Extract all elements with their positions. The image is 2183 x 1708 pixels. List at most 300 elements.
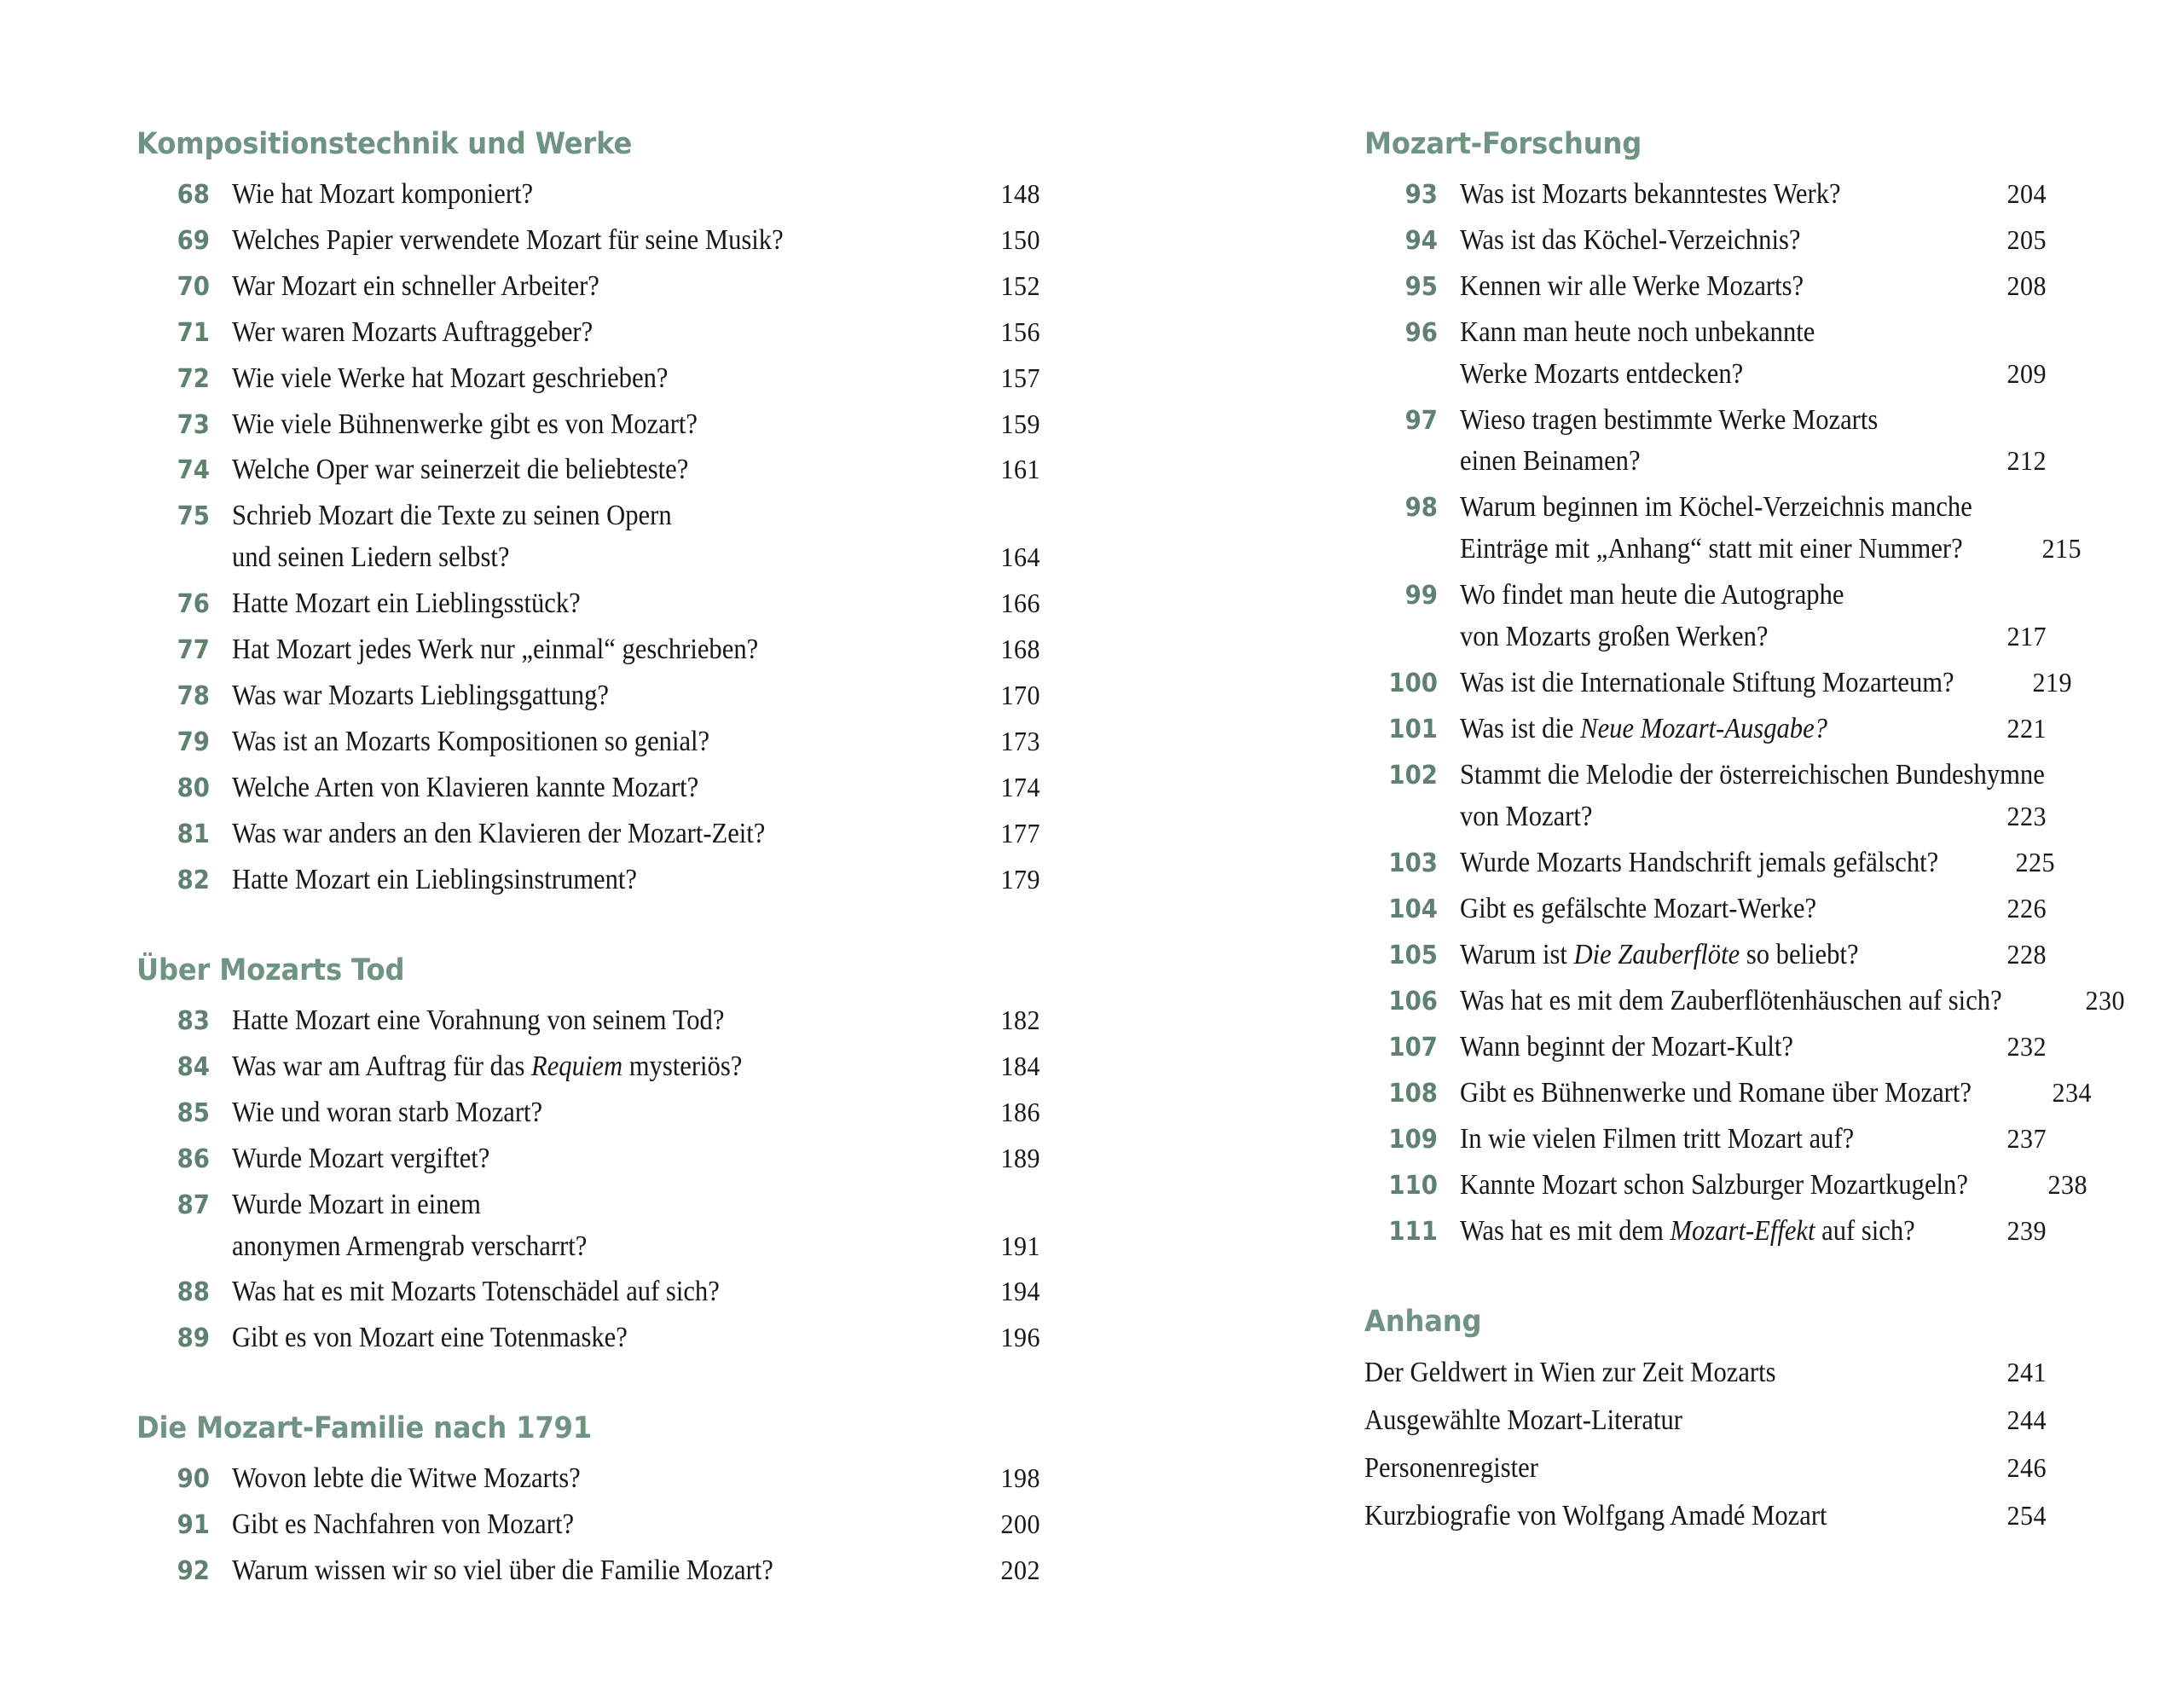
toc-entry-list [1364,174,2126,1253]
toc-entry-line [1364,1448,2047,1490]
toc-entry-page-number: 198 [1000,1462,1040,1494]
toc-entry-number: 90 [177,1464,210,1495]
toc-entry-page-number: 246 [2006,1452,2047,1484]
toc-entry-line [232,1458,1040,1500]
toc-entry[interactable] [136,721,1040,763]
toc-entry-body [210,174,1040,216]
toc-entry-number: 83 [177,1005,210,1036]
toc-entry-title: Wie und woran starb Mozart? [232,1096,543,1128]
toc-entry-line [232,358,1040,400]
toc-entry-line [232,1138,1040,1180]
toc-entry-number: 76 [177,589,210,620]
toc-entry-line [1460,266,2047,308]
toc-entry-body [210,1317,1040,1359]
toc-entry[interactable] [136,404,1040,446]
toc-section [136,1410,1040,1592]
toc-entry-page-number: 254 [2006,1500,2047,1531]
toc-entry-number: 80 [177,773,210,804]
toc-entry-line [1364,1400,2047,1442]
toc-entry-page-number: 226 [2006,893,2047,923]
toc-entry-page-number: 200 [1000,1508,1040,1540]
toc-entry[interactable] [1364,663,2073,704]
toc-entry-number: 96 [1404,317,1438,348]
toc-entry-number: 72 [177,363,210,394]
toc-section [1364,1304,2047,1538]
toc-entry-page-number: 230 [2085,984,2126,1016]
toc-entry-body [210,629,1040,671]
toc-entry-line [232,1550,1040,1592]
toc-entry-number: 85 [177,1097,210,1128]
toc-entry-page-number: 159 [1000,408,1040,439]
toc-entry-number: 84 [177,1051,210,1082]
toc-entry[interactable] [136,1550,1040,1592]
toc-entry-line [232,495,1040,537]
toc-entry-number: 73 [177,409,210,440]
toc-entry-line [1460,441,2047,483]
toc-entry-number: 81 [177,819,210,850]
toc-entry[interactable] [1364,1027,2047,1068]
toc-entry-title: Was ist das Köchel-Verzeichnis? [1460,223,1801,256]
toc-entry[interactable] [1364,1496,2047,1537]
toc-entry-title: Ausgewählte Mozart-Literatur [1364,1404,1683,1437]
toc-entry-number: 102 [1388,761,1438,791]
toc-entry[interactable] [1364,889,2047,930]
toc-entry-line [1460,663,2073,704]
toc-entry[interactable] [136,629,1040,671]
toc-entry-title: Was war anders an den Klavieren der Mozart-Zeit? [232,818,766,850]
toc-entry-body [210,312,1040,354]
toc-entry-page-number: 150 [1000,223,1040,255]
toc-entry[interactable] [136,220,1040,262]
toc-entry[interactable] [136,358,1040,400]
toc-section-heading: Mozart-Forschung [1364,127,1642,161]
toc-entry-line [232,675,1040,717]
toc-entry-number: 93 [1404,179,1438,210]
toc-entry-page-number: 166 [1000,588,1040,619]
toc-entry-title: Was ist Mozarts bekanntestes Werk? [1460,177,1841,210]
toc-entry-number: 75 [177,501,210,532]
toc-entry-line [1460,796,2047,838]
toc-entry-title: Hatte Mozart ein Lieblingsstück? [232,588,581,620]
toc-entry-line [232,537,1040,579]
toc-entry[interactable] [136,583,1040,625]
toc-entry-page-number: 170 [1000,680,1040,711]
toc-entry-line [1460,935,2047,976]
toc-entry-title: Kennen wir alle Werke Mozarts? [1460,269,1804,302]
toc-entry-body [210,266,1040,308]
toc-entry-line [232,583,1040,625]
toc-entry-title: Was ist an Mozarts Kompositionen so genial? [232,726,710,758]
toc-entry-body [210,1458,1040,1500]
toc-entry-line [232,721,1040,763]
toc-entry-body [1438,1119,2047,1161]
toc-entry-number: 111 [1388,1216,1438,1247]
toc-entry-page-number: 152 [1000,269,1040,301]
toc-entry-title: Warum ist Die Zauberflöte so beliebt? [1460,938,1859,970]
toc-entry[interactable] [136,767,1040,809]
toc-entry[interactable] [136,1092,1040,1134]
toc-entry-title: Kannte Mozart schon Salzburger Mozartkugeln? [1460,1168,1968,1201]
toc-entry-body [1438,935,2047,976]
toc-entry-body [210,220,1040,262]
toc-entry-page-number: 184 [1000,1050,1040,1081]
toc-entry[interactable] [136,312,1040,354]
toc-entry[interactable] [136,1317,1040,1359]
toc-entry-body [1438,842,2055,884]
toc-entry-line [232,629,1040,671]
toc-entry-line [232,449,1040,491]
toc-entry-line [232,1092,1040,1134]
toc-entry-body [210,767,1040,809]
toc-entry-line [1460,1073,2092,1115]
toc-section [136,126,1040,901]
toc-entry-number: 79 [177,727,210,758]
toc-entry-title: Wer waren Mozarts Auftraggeber? [232,316,594,348]
toc-entry-page-number: 225 [2015,847,2055,878]
toc-entry-page-number: 202 [1000,1555,1040,1586]
toc-entry-page-number: 228 [2006,938,2047,970]
toc-entry-body [210,1138,1040,1180]
toc-entry[interactable] [1364,400,2047,483]
toc-entry-body [1364,1496,2047,1537]
toc-entry-line [1460,1211,2047,1253]
toc-entry-body [1364,1352,2047,1394]
toc-entry[interactable] [1364,1211,2047,1253]
toc-entry-body [1438,1165,2088,1207]
toc-entry-number: 77 [177,635,210,666]
toc-entry-line [232,404,1040,446]
toc-entry-body [210,1046,1040,1088]
toc-entry[interactable] [1364,842,2055,884]
toc-entry-title: Wie hat Mozart komponiert? [232,177,534,210]
toc-entry-title: Was ist die Neue Mozart-Ausgabe? [1460,713,1827,745]
toc-entry-page-number: 191 [1000,1230,1040,1261]
toc-entry[interactable] [1364,312,2047,396]
toc-entry-title: Hatte Mozart eine Vorahnung von seinem Tod? [232,1004,725,1036]
toc-entry-number: 71 [177,317,210,348]
toc-entry-title: von Mozart? [1460,801,1593,833]
toc-entry-number: 88 [177,1277,210,1308]
toc-entry-title: Schrieb Mozart die Texte zu seinen Opern [232,500,672,532]
toc-entry-line [1460,575,2047,617]
toc-entry-title: Der Geldwert in Wien zur Zeit Mozarts [1364,1357,1776,1389]
toc-entry-body [1438,663,2073,704]
toc-entry-page-number: 168 [1000,634,1040,665]
toc-entry-number: 109 [1388,1124,1438,1155]
toc-entry-line [232,174,1040,216]
toc-section-heading: Kompositionstechnik und Werke [136,127,633,161]
toc-entry-number: 105 [1388,940,1438,970]
toc-entry-page-number: 244 [2006,1404,2047,1436]
toc-entry-body [210,1271,1040,1313]
toc-entry-number: 74 [177,455,210,486]
toc-entry-page-number: 208 [2006,269,2047,301]
toc-entry-line [1460,354,2047,396]
toc-entry-body [210,495,1040,579]
toc-entry-title: Gibt es Bühnenwerke und Romane über Mozart? [1460,1076,1972,1109]
toc-entry-line [232,1226,1040,1268]
toc-entry[interactable] [136,1184,1040,1268]
toc-entry-title: Warum beginnen im Köchel-Verzeichnis manche [1460,491,1972,524]
toc-entry[interactable] [1364,709,2047,750]
toc-entry-page-number: 237 [2006,1122,2047,1154]
toc-entry[interactable] [136,860,1040,901]
toc-entry-page-number: 189 [1000,1142,1040,1173]
toc-entry-line [232,1184,1040,1226]
toc-entry-page-number: 179 [1000,864,1040,895]
toc-entry-page-number: 182 [1000,1004,1040,1035]
toc-entry[interactable] [1364,575,2047,658]
toc-entry-title: Gibt es gefälschte Mozart-Werke? [1460,893,1817,924]
toc-entry-page-number: 215 [2041,533,2082,565]
toc-entry-body [1438,312,2047,396]
toc-entry-number: 98 [1404,493,1438,524]
toc-entry[interactable] [136,1046,1040,1088]
toc-entry[interactable] [136,174,1040,216]
toc-entry-body [1438,575,2047,658]
toc-entry[interactable] [136,1000,1040,1042]
toc-section-heading: Die Mozart-Familie nach 1791 [136,1411,592,1446]
toc-entry[interactable] [1364,266,2047,308]
toc-entry-title: Hat Mozart jedes Werk nur „einmal“ geschrieben? [232,634,759,666]
toc-entry[interactable] [1364,1073,2092,1115]
toc-entry[interactable] [136,266,1040,308]
toc-entry[interactable] [1364,1119,2047,1161]
toc-entry[interactable] [1364,935,2047,976]
toc-entry-body [1438,1073,2092,1115]
toc-entry-page-number: 196 [1000,1322,1040,1353]
toc-entry-body [1438,709,2047,750]
toc-entry-line [1460,842,2055,884]
toc-entry-title: Wann beginnt der Mozart-Kult? [1460,1030,1793,1062]
toc-entry-body [1438,981,2126,1022]
toc-entry-title: Stammt die Melodie der österreichischen Bundeshymne [1460,759,2045,791]
toc-entry-title: Was hat es mit Mozarts Totenschädel auf sich? [232,1276,720,1308]
toc-section-heading: Anhang [1364,1304,1482,1339]
toc-entry-body [210,813,1040,855]
toc-entry-body [210,358,1040,400]
toc-entry-body [1438,487,2082,570]
toc-entry-line [1460,709,2047,750]
toc-entry-body [210,449,1040,491]
toc-section-heading: Über Mozarts Tod [136,953,405,987]
toc-entry-body [1438,174,2047,216]
toc-entry-title: Was ist die Internationale Stiftung Mozarteum? [1460,667,1954,699]
toc-entry-number: 100 [1388,669,1438,699]
toc-entry-line [232,220,1040,262]
toc-entry-body [210,583,1040,625]
toc-entry-number: 69 [177,225,210,256]
toc-entry-page-number: 204 [2006,177,2047,209]
toc-entry-title: Was hat es mit dem Mozart-Effekt auf sich? [1460,1214,1915,1247]
toc-entry-title: anonymen Armengrab verscharrt? [232,1230,588,1262]
toc-column-left [85,126,1092,1708]
toc-entry[interactable] [1364,981,2126,1022]
toc-entry-page-number: 219 [2032,667,2073,698]
toc-section [136,952,1040,1359]
toc-entry-number: 101 [1388,715,1438,745]
toc-column-right [1092,126,2126,1708]
toc-entry-title: Wieso tragen bestimmte Werke Mozarts [1460,403,1879,436]
toc-entry-line [232,1317,1040,1359]
toc-entry-line [232,1271,1040,1313]
toc-entry-number: 68 [177,179,210,210]
toc-entry-body [1438,220,2047,262]
toc-entry-number: 78 [177,681,210,712]
toc-entry-line [1460,889,2047,930]
toc-entry-number: 104 [1388,895,1438,924]
toc-entry-title: Was war am Auftrag für das Requiem mysteriös? [232,1050,743,1082]
toc-entry-line [232,860,1040,901]
toc-entry-number: 70 [177,271,210,302]
toc-entry-body [1438,755,2047,838]
toc-entry-line [232,312,1040,354]
toc-entry-list [136,1458,1040,1592]
toc-entry-title: Wie viele Bühnenwerke gibt es von Mozart? [232,408,698,440]
toc-entry-number: 95 [1404,271,1438,302]
toc-entry-page-number: 173 [1000,726,1040,757]
toc-entry-number: 97 [1404,405,1438,436]
toc-entry-title: Einträge mit „Anhang“ statt mit einer Nummer? [1460,533,1963,565]
toc-entry-line [232,1000,1040,1042]
toc-entry[interactable] [136,449,1040,491]
toc-entry[interactable] [1364,1400,2047,1442]
toc-entry-line [1460,220,2047,262]
toc-entry-page-number: 238 [2047,1168,2088,1200]
toc-entry-number: 110 [1388,1170,1438,1201]
toc-entry-page-number: 221 [2006,713,2047,744]
toc-entry-page-number: 223 [2006,801,2047,832]
toc-entry-body [210,721,1040,763]
toc-entry[interactable] [1364,487,2082,570]
toc-entry-number: 107 [1388,1032,1438,1062]
toc-entry-page-number: 164 [1000,541,1040,573]
toc-entry-title: Wurde Mozarts Handschrift jemals gefälscht? [1460,847,1939,879]
toc-entry-line [1460,1027,2047,1068]
toc-entry-number: 99 [1404,581,1438,611]
toc-entry[interactable] [136,1504,1040,1546]
toc-entry-title: Personenregister [1364,1452,1538,1485]
toc-entry-body [1364,1448,2047,1490]
toc-entry-title: Warum wissen wir so viel über die Familie Mozart? [232,1555,773,1587]
toc-section [1364,126,2126,1253]
toc-entry-title: Welches Papier verwendete Mozart für seine Musik? [232,223,784,256]
toc-entry-number: 106 [1388,986,1438,1016]
toc-entry-body [210,1184,1040,1268]
toc-entry[interactable] [1364,220,2047,262]
toc-entry-page-number: 232 [2006,1030,2047,1062]
toc-entry[interactable] [136,1458,1040,1500]
toc-entry[interactable] [136,495,1040,579]
toc-entry-line [1460,1119,2047,1161]
toc-entry-body [1438,1211,2047,1253]
toc-entry-line [232,767,1040,809]
toc-entry-line [1460,312,2047,354]
toc-entry-body [210,860,1040,901]
toc-entry-page-number: 186 [1000,1096,1040,1127]
toc-entry-line [1460,174,2047,216]
toc-entry[interactable] [1364,755,2047,838]
toc-entry-title: In wie vielen Filmen tritt Mozart auf? [1460,1122,1855,1155]
toc-entry-title: War Mozart ein schneller Arbeiter? [232,269,599,302]
toc-entry[interactable] [1364,174,2047,216]
toc-entry-line [1460,400,2047,442]
toc-entry-page-number: 161 [1000,454,1040,485]
toc-entry[interactable] [136,1271,1040,1313]
toc-entry-body [210,404,1040,446]
toc-entry-list [136,1000,1040,1360]
toc-entry-title: Wie viele Werke hat Mozart geschrieben? [232,362,669,394]
toc-entry-title: Kann man heute noch unbekannte [1460,316,1815,348]
toc-entry-line [1460,981,2126,1022]
toc-entry-page-number: 148 [1000,177,1040,209]
toc-entry-line [1460,1165,2088,1207]
toc-entry-title: Kurzbiografie von Wolfgang Amadé Mozart [1364,1500,1827,1532]
toc-entry-page-number: 205 [2006,223,2047,255]
toc-entry-page-number: 239 [2006,1214,2047,1246]
toc-entry-page-number: 194 [1000,1276,1040,1307]
toc-entry-number: 86 [177,1143,210,1174]
toc-entry-title: Werke Mozarts entdecken? [1460,357,1744,390]
toc-entry-title: von Mozarts großen Werken? [1460,621,1769,653]
toc-entry[interactable] [1364,1448,2047,1490]
toc-entry-line [232,1046,1040,1088]
toc-entry-number: 82 [177,866,210,896]
toc-entry-page-number: 157 [1000,362,1040,393]
toc-entry-title: Wurde Mozart vergiftet? [232,1142,490,1174]
toc-entry-body [210,675,1040,717]
toc-entry-body [210,1504,1040,1546]
toc-entry-line [1460,617,2047,658]
toc-entry-number: 87 [177,1190,210,1220]
toc-entry-list [1364,1352,2047,1537]
toc-entry-title: Wo findet man heute die Autographe [1460,579,1844,611]
toc-entry-body [210,1092,1040,1134]
toc-entry-body [1438,400,2047,483]
toc-entry[interactable] [136,675,1040,717]
toc-entry-page-number: 212 [2006,445,2047,477]
toc-entry-line [1460,755,2047,796]
toc-entry-title: Was war Mozarts Lieblingsgattung? [232,680,609,712]
toc-entry-body [210,1000,1040,1042]
toc-entry-body [210,1550,1040,1592]
toc-entry-title: Gibt es von Mozart eine Totenmaske? [232,1322,628,1354]
toc-entry-number: 89 [177,1323,210,1354]
toc-entry-title: Gibt es Nachfahren von Mozart? [232,1508,575,1541]
toc-entry-line [1460,529,2082,570]
toc-entry-line [232,813,1040,855]
toc-entry-title: Was hat es mit dem Zauberflötenhäuschen auf sich? [1460,984,2002,1016]
toc-entry-page-number: 241 [2006,1357,2047,1388]
toc-entry-number: 103 [1388,848,1438,879]
toc-entry-title: und seinen Liedern selbst? [232,541,510,574]
toc-entry[interactable] [136,1138,1040,1180]
toc-entry-list [136,174,1040,901]
toc-entry[interactable] [1364,1165,2088,1207]
toc-entry-line [1364,1496,2047,1537]
toc-entry-line [232,266,1040,308]
toc-entry-number: 92 [177,1556,210,1587]
toc-entry[interactable] [1364,1352,2047,1394]
toc-entry-line [1364,1352,2047,1394]
toc-entry-page-number: 234 [2052,1076,2092,1108]
toc-entry-line [1460,487,2047,529]
toc-entry-body [1438,889,2047,930]
toc-entry[interactable] [136,813,1040,855]
toc-entry-title: Welche Oper war seinerzeit die beliebteste? [232,454,689,486]
toc-entry-page-number: 209 [2006,357,2047,389]
toc-entry-page-number: 174 [1000,772,1040,803]
